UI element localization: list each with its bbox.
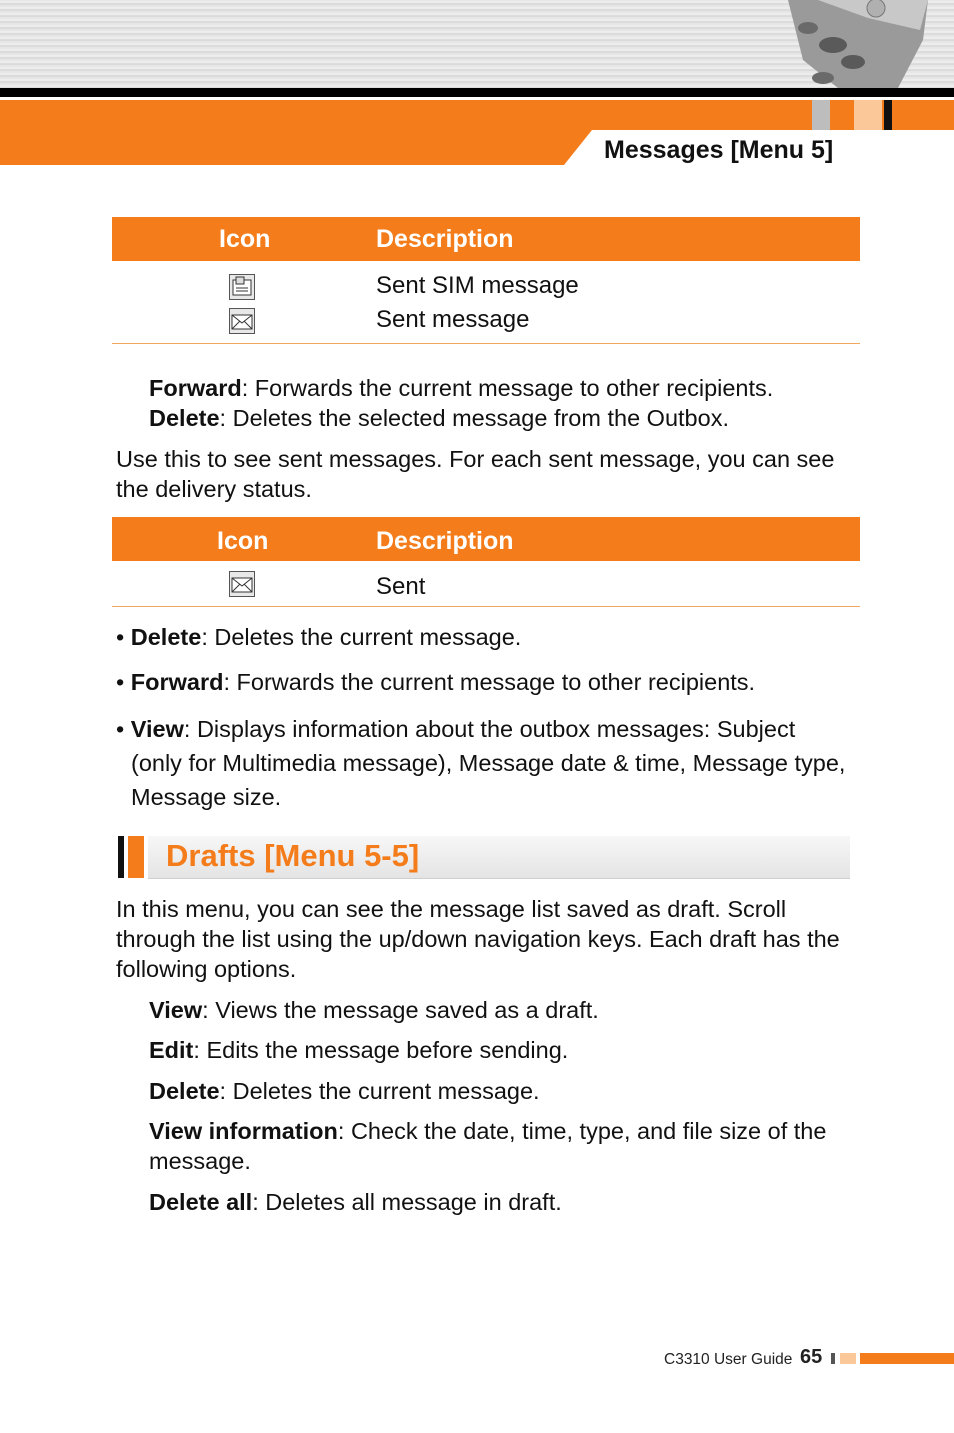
table2-header: [112, 517, 860, 561]
section-marker-black: [118, 836, 124, 878]
drafts-option-delete-all: Delete all: Deletes all message in draft.: [149, 1189, 562, 1215]
table2-col-icon: Icon: [217, 527, 269, 555]
drafts-option-view-information: View information: Check the date, time, type, and file size of the message.: [149, 1118, 827, 1174]
header-square-gray: [812, 100, 830, 130]
section-title: Messages [Menu 5]: [604, 136, 834, 164]
drafts-heading: Drafts [Menu 5-5]: [166, 838, 420, 873]
drafts-option-edit: Edit: Edits the message before sending.: [149, 1037, 569, 1063]
outbox-intro: Use this to see sent messages. For each sent message, you can see the delivery status.: [116, 446, 835, 502]
page-number: 65: [800, 1346, 823, 1368]
sent-message-icon: [229, 308, 255, 334]
table1-row1-description: Sent SIM message: [376, 272, 579, 299]
table2-col-description: Description: [376, 527, 514, 555]
header-black-rule: [0, 88, 954, 97]
option-delete: Delete: Deletes the selected message from the Outbox.: [149, 405, 729, 431]
table1-header: [112, 217, 860, 261]
drafts-option-view: View: Views the message saved as a draft.: [149, 997, 599, 1023]
header-orange-band: [0, 100, 954, 130]
drafts-option-delete: Delete: Deletes the current message.: [149, 1078, 540, 1104]
bullet-delete: • Delete: Deletes the current message.: [116, 624, 522, 650]
footer-mark-peach: [840, 1353, 856, 1364]
section-marker-orange: [128, 836, 144, 878]
bullet-forward: • Forward: Forwards the current message to other recipients.: [116, 669, 756, 695]
header-square-peach: [854, 100, 882, 130]
table1-row2-description: Sent message: [376, 306, 530, 333]
sent-sim-message-icon: [229, 274, 255, 300]
footer-guide-name: C3310 User Guide: [664, 1351, 793, 1368]
bullet-view: • View: Displays information about the outbox messages: Subject (only for Multimedia message), Message date & time, Message type, Message size.: [116, 716, 846, 810]
option-forward: Forward: Forwards the current message to other recipients.: [149, 375, 774, 401]
sent-icon: [229, 571, 255, 597]
header-square-orange: [832, 100, 852, 130]
table1-col-icon: Icon: [219, 225, 271, 253]
drafts-intro: In this menu, you can see the message list saved as draft. Scroll through the list using the up/down navigation keys. Each draft has the following options.: [116, 896, 840, 982]
table2-bottom-rule: [112, 606, 860, 607]
table2-row1-description: Sent: [376, 573, 426, 600]
header-square-black: [884, 100, 892, 130]
table1-col-description: Description: [376, 225, 514, 253]
table1-bottom-rule: [112, 343, 860, 344]
phone-image: [748, 0, 938, 88]
footer-mark-dark: [831, 1353, 835, 1364]
footer-mark-orange: [860, 1353, 954, 1364]
